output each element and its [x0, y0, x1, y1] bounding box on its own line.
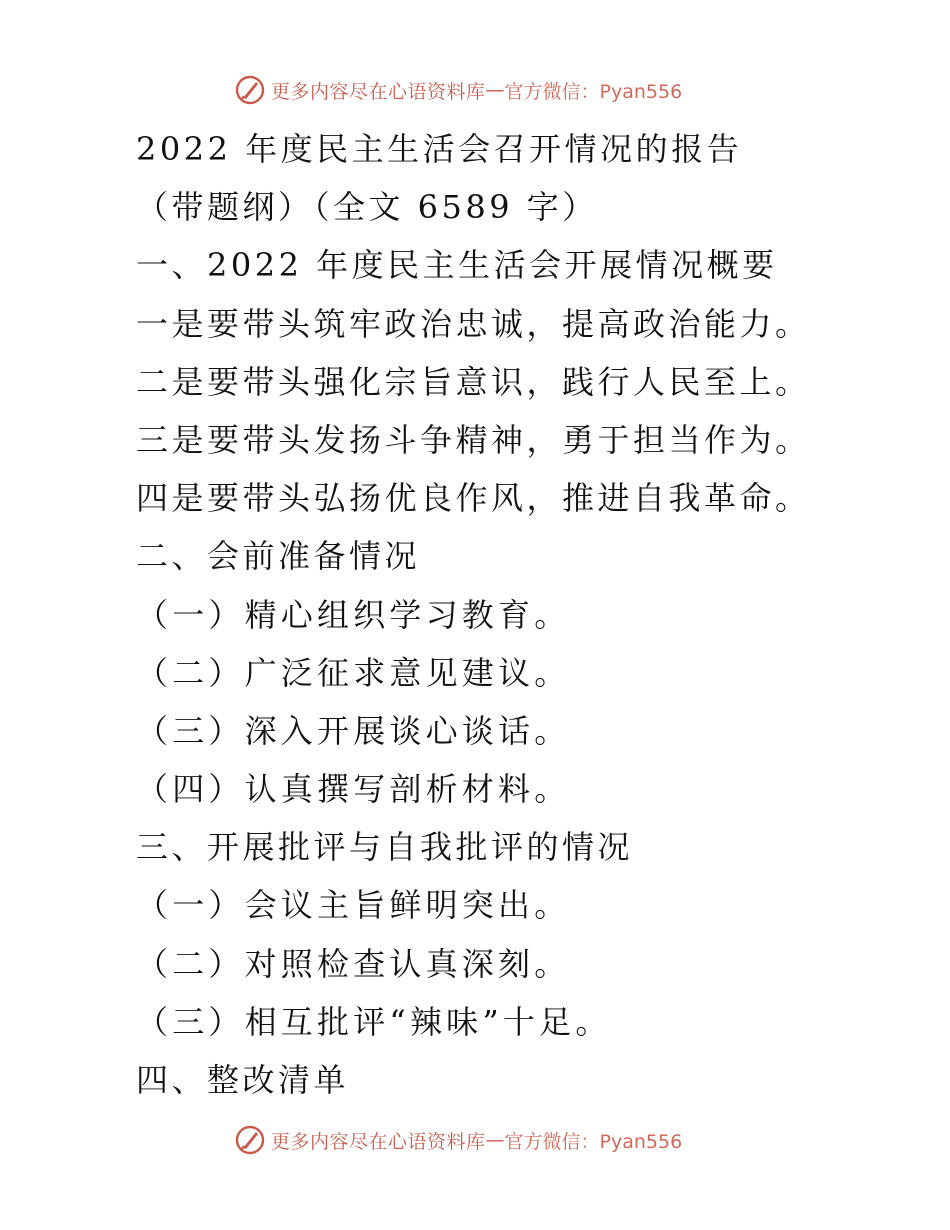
document-body [136, 120, 936, 1109]
watermark-footer [234, 1123, 682, 1157]
watermark-separator: — [485, 79, 505, 101]
document-subtitle: （带题纲）（全文 6589 字） [136, 188, 598, 227]
subsection-item: （一）精心组织学习教育。 [136, 595, 571, 634]
section-heading: 四、整改清单 [136, 1061, 350, 1099]
watermark-text: 更多内容尽在心语资料库 [271, 80, 486, 103]
watermark-separator: — [485, 1129, 505, 1151]
watermark-wechat: 官方微信：Pyan556 [504, 80, 683, 103]
subsection-item: （二）广泛征求意见建议。 [136, 653, 571, 692]
subsection-item: （二）对照检查认真深刻。 [136, 944, 571, 983]
subsection-item: （三）深入开展谈心谈话。 [136, 711, 571, 750]
section-heading: 二、会前准备情况 [136, 537, 421, 576]
watermark-header [234, 73, 682, 107]
body-line: 四是要带头弘扬优良作风，推进自我革命。 [136, 479, 811, 518]
quill-logo-icon [234, 74, 266, 106]
body-line: 三是要带头发扬斗争精神，勇于担当作为。 [136, 420, 811, 459]
subsection-item: （四）认真撰写剖析材料。 [136, 770, 571, 809]
subsection-item: （三）相互批评“辣味”十足。 [136, 1002, 612, 1041]
section-heading: 一、2022 年度民主生活会开展情况概要 [136, 246, 778, 285]
watermark-text: 更多内容尽在心语资料库 [271, 1130, 486, 1153]
watermark-wechat: 官方微信：Pyan556 [504, 1130, 683, 1153]
section-heading: 三、开展批评与自我批评的情况 [136, 828, 634, 867]
body-line: 二是要带头强化宗旨意识，践行人民至上。 [136, 362, 811, 401]
document-title: 2022 年度民主生活会召开情况的报告 [136, 130, 743, 168]
body-line: 一是要带头筑牢政治忠诚，提高政治能力。 [136, 304, 811, 343]
subsection-item: （一）会议主旨鲜明突出。 [136, 886, 571, 925]
quill-logo-icon [234, 1124, 266, 1156]
